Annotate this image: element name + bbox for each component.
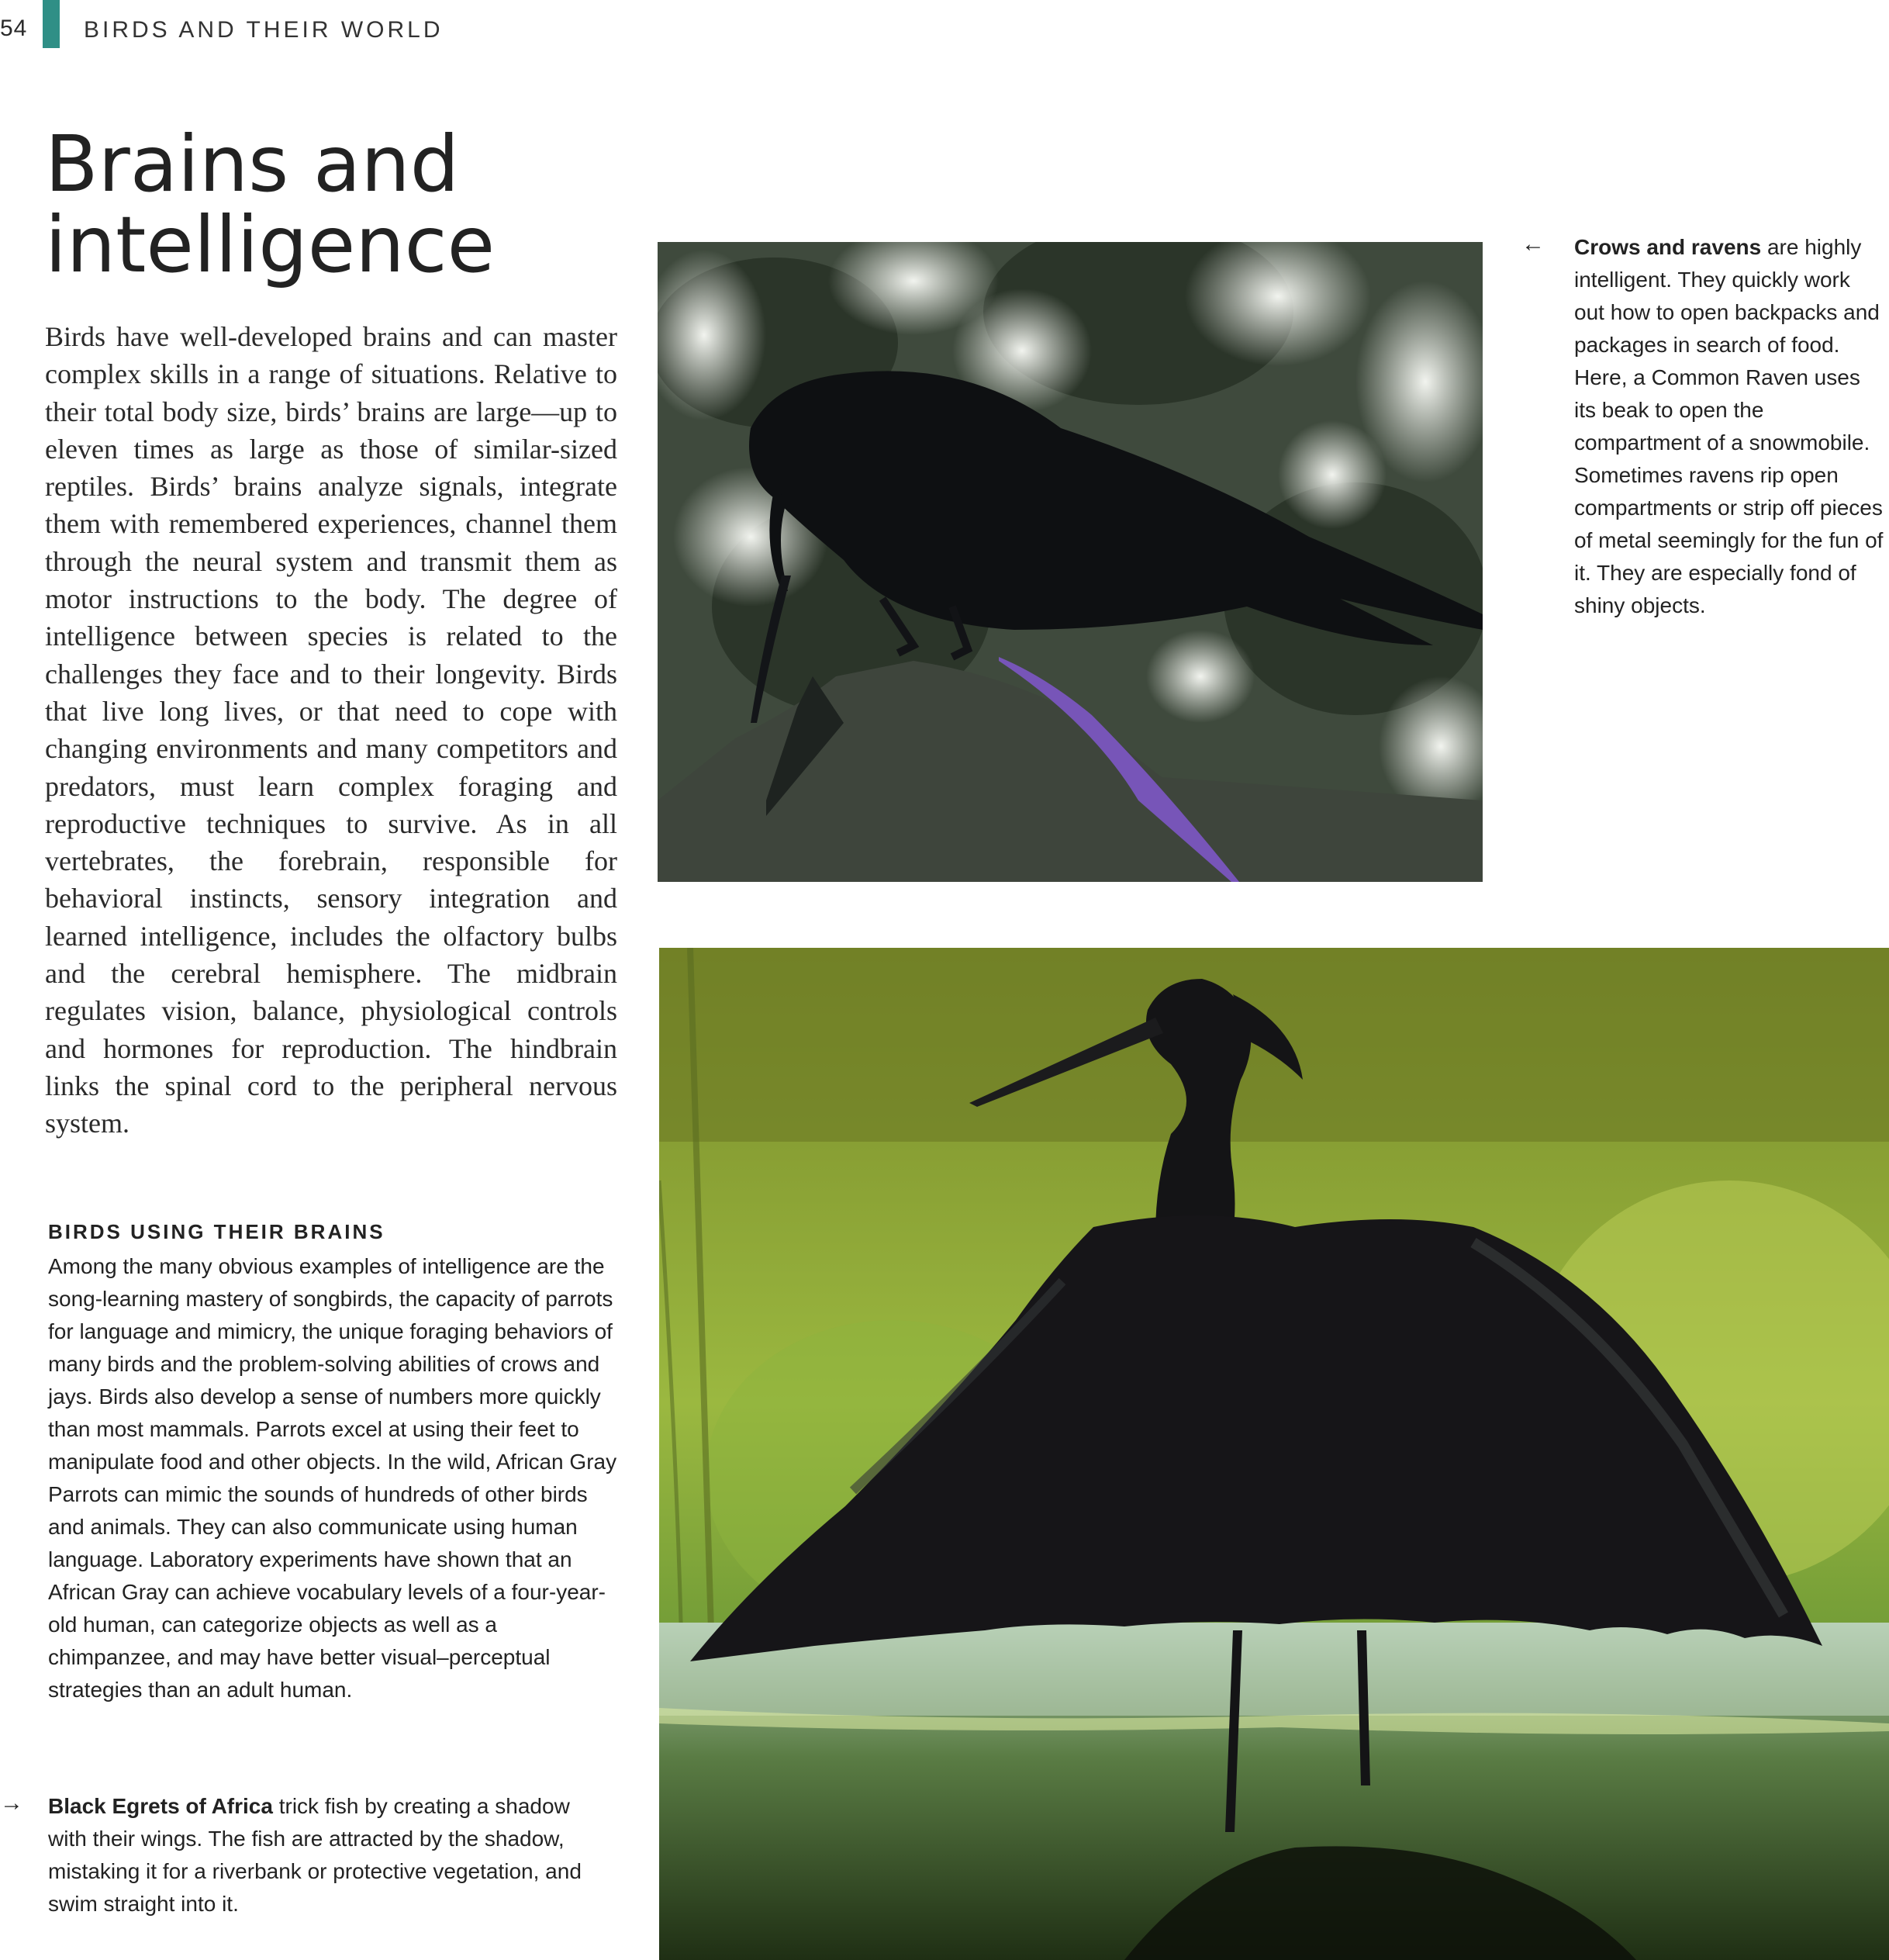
page-header [0,0,543,54]
body-paragraph: Among the many obvious examples of intelligence are the song-learning mastery of songbirds, the capacity of parrots for language and mimicry, the unique foraging behaviors of many birds and the problem-solving abilities of crows and jays. Birds also develop a sense of numbers more quickly than most mammals. Parrots excel at using their feet to manipulate food and other objects. In the wild, African Gray Parrots can mimic the sounds of hundreds of other birds and animals. They can also communicate using human language. Laboratory experiments have shown that an African Gray can achieve vocabulary levels of a four-year-old human, can categorize objects as well as a chimpanzee, and may have better visual–perceptual strategies than an adult human. [48,1254,617,1702]
egret-caption-body: trick fish by creating a shadow with their wings. The fish are attracted by the shadow, mistaking it for a riverbank or protective vegetation, and swim straight into it. [48,1794,582,1916]
black-egret-photo [659,948,1889,1960]
page-title [45,119,588,290]
raven-photo-illustration [658,242,1483,882]
section-accent-bar [43,0,60,48]
arrow-left-icon: ← [1521,231,1545,257]
raven-photo [658,242,1483,882]
black-egret-photo-illustration [659,948,1889,1960]
title-line-2: intelligence [45,199,496,290]
crow-caption-bold: Crows and ravens [1574,235,1762,259]
arrow-right-icon: → [0,1790,23,1816]
intro-paragraph: Birds have well-developed brains and can master complex skills in a range of situations. Relative to their total body size, birds’ brains are large—up to eleven times as large as those of similar-sized reptiles. Birds’ brains analyze signals, integrate them with remembered experiences, channel them through the neural system and transmit them as motor instructions to the body. The degree of intelligence between species is related to the challenges they face and to their longevity. Birds that live long lives, or that need to cope with changing environments and many competitors and predators, must learn complex foraging and reproductive techniques to survive. As in all vertebrates, the forebrain, responsible for behavioral instincts, sensory integration and learned intelligence, includes the olfactory bulbs and the cerebral hemisphere. The midbrain regulates vision, balance, physiological controls and hormones for reproduction. The hindbrain links the spinal cord to the peripheral nervous system. [45,321,617,1139]
page-number: 54 [0,16,28,41]
egret-caption-text [48,1790,583,1920]
subheading: BIRDS USING THEIR BRAINS [48,1220,385,1243]
title-line-1: Brains and [45,119,460,209]
crow-caption-body: are highly intelligent. They quickly work out how to open backpacks and packages in search of food. Here, a Common Raven uses its beak to open the compartment of a snowmobile. Sometimes ravens rip open compartments or strip off pieces of metal seemingly for the fun of it. They are especially fond of shiny objects. [1574,235,1884,617]
crow-caption-text [1574,231,1884,622]
section-title: BIRDS AND THEIR WORLD [84,17,444,43]
egret-caption-bold: Black Egrets of Africa [48,1794,273,1818]
